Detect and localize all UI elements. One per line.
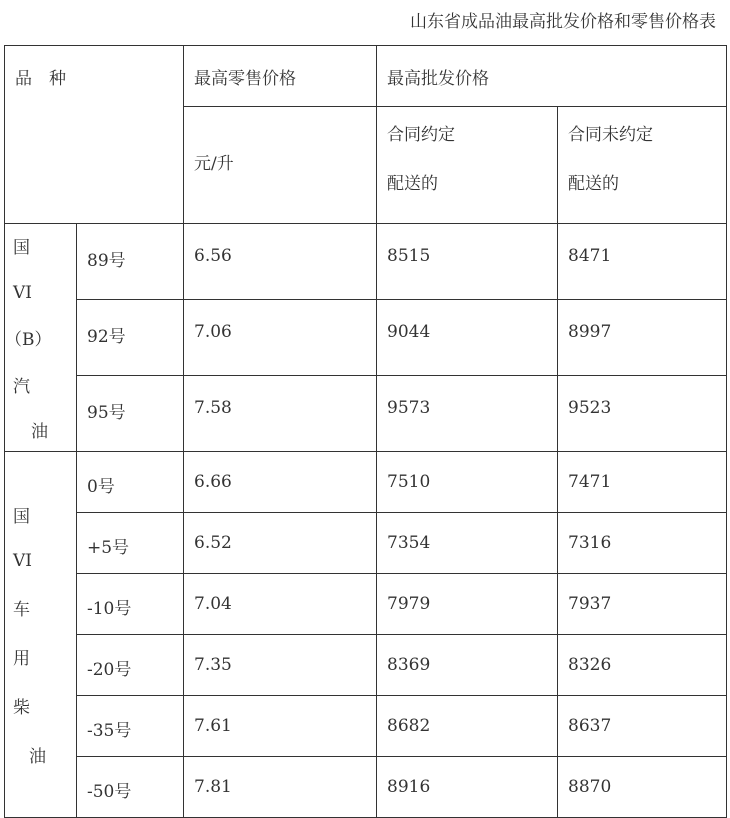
table-row bbox=[5, 757, 727, 818]
grade-cell: 89号 bbox=[77, 224, 184, 300]
table-caption: 山东省成品油最高批发价格和零售价格表 bbox=[410, 12, 716, 32]
header-variety: 品 种 bbox=[15, 69, 66, 89]
price-table bbox=[4, 45, 727, 818]
header-wholesale: 最高批发价格 bbox=[387, 69, 489, 89]
agreed-cell: 8916 bbox=[377, 757, 558, 818]
not-agreed-cell: 8637 bbox=[558, 696, 727, 757]
grade-cell: 0号 bbox=[77, 452, 184, 513]
not-agreed-cell: 8471 bbox=[558, 224, 727, 300]
agreed-cell: 7510 bbox=[377, 452, 558, 513]
grade-cell: 92号 bbox=[77, 300, 184, 376]
not-agreed-cell: 8326 bbox=[558, 635, 727, 696]
not-agreed-cell: 7937 bbox=[558, 574, 727, 635]
table-row bbox=[5, 696, 727, 757]
header-agreed-cell bbox=[377, 107, 558, 224]
grade-cell: -20号 bbox=[77, 635, 184, 696]
agreed-cell: 9044 bbox=[377, 300, 558, 376]
table-row bbox=[5, 376, 727, 452]
retail-cell: 7.35 bbox=[184, 635, 377, 696]
agreed-cell: 8515 bbox=[377, 224, 558, 300]
retail-cell: 7.58 bbox=[184, 376, 377, 452]
diesel-group-label: 国 VI 车 用 柴 油 bbox=[5, 452, 77, 818]
header-unit: 元/升 bbox=[194, 154, 234, 174]
header-agreed-line1: 合同约定 bbox=[387, 125, 455, 145]
not-agreed-cell: 8997 bbox=[558, 300, 727, 376]
gasoline-group-label: 国 VI （B） 汽 油 bbox=[5, 224, 77, 452]
header-wholesale-cell bbox=[377, 46, 727, 107]
retail-cell: 6.52 bbox=[184, 513, 377, 574]
table-row bbox=[5, 300, 727, 376]
table-row bbox=[5, 452, 727, 513]
retail-cell: 6.56 bbox=[184, 224, 377, 300]
agreed-cell: 9573 bbox=[377, 376, 558, 452]
agreed-cell: 7354 bbox=[377, 513, 558, 574]
header-retail: 最高零售价格 bbox=[194, 69, 296, 89]
header-unit-cell bbox=[184, 107, 377, 224]
header-retail-cell bbox=[184, 46, 377, 107]
not-agreed-cell: 8870 bbox=[558, 757, 727, 818]
grade-cell: 95号 bbox=[77, 376, 184, 452]
grade-cell: -10号 bbox=[77, 574, 184, 635]
agreed-cell: 8369 bbox=[377, 635, 558, 696]
table-row bbox=[5, 224, 727, 300]
grade-cell: +5号 bbox=[77, 513, 184, 574]
not-agreed-cell: 7471 bbox=[558, 452, 727, 513]
header-agreed-line2: 配送的 bbox=[387, 174, 438, 194]
retail-cell: 7.81 bbox=[184, 757, 377, 818]
retail-cell: 7.61 bbox=[184, 696, 377, 757]
header-not-agreed-cell bbox=[558, 107, 727, 224]
agreed-cell: 7979 bbox=[377, 574, 558, 635]
table-row bbox=[5, 574, 727, 635]
table-row bbox=[5, 513, 727, 574]
retail-cell: 6.66 bbox=[184, 452, 377, 513]
grade-cell: -50号 bbox=[77, 757, 184, 818]
header-not-agreed-line1: 合同未约定 bbox=[568, 125, 653, 145]
retail-cell: 7.04 bbox=[184, 574, 377, 635]
header-not-agreed-line2: 配送的 bbox=[568, 174, 619, 194]
retail-cell: 7.06 bbox=[184, 300, 377, 376]
header-variety-cell bbox=[5, 46, 184, 224]
grade-cell: -35号 bbox=[77, 696, 184, 757]
agreed-cell: 8682 bbox=[377, 696, 558, 757]
table-row bbox=[5, 635, 727, 696]
not-agreed-cell: 7316 bbox=[558, 513, 727, 574]
not-agreed-cell: 9523 bbox=[558, 376, 727, 452]
header-row-1 bbox=[5, 46, 727, 107]
